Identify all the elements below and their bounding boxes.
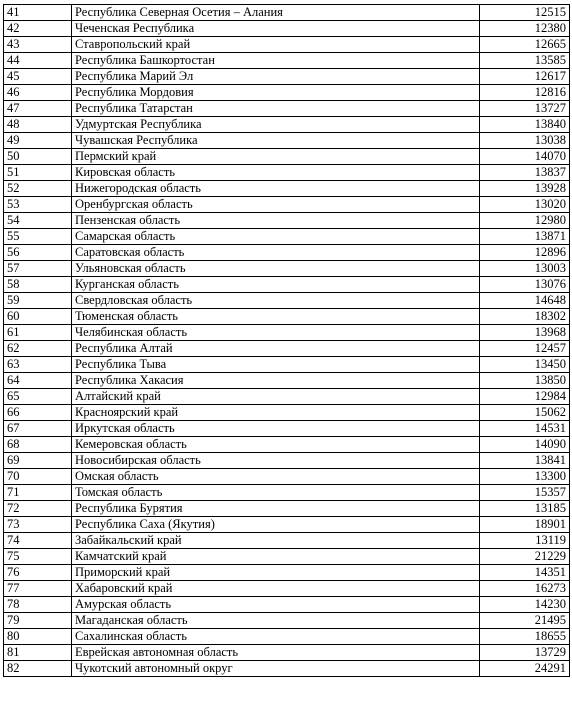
table-row — [4, 69, 570, 85]
row-number-cell: 57 — [4, 261, 72, 277]
table-row — [4, 229, 570, 245]
table-row — [4, 149, 570, 165]
value-cell: 12980 — [480, 213, 570, 229]
value-cell: 24291 — [480, 661, 570, 677]
table-row — [4, 645, 570, 661]
table-row — [4, 565, 570, 581]
row-number-cell: 54 — [4, 213, 72, 229]
region-name-cell: Республика Саха (Якутия) — [72, 517, 480, 533]
table-row — [4, 5, 570, 21]
row-number-cell: 56 — [4, 245, 72, 261]
region-name-cell: Омская область — [72, 469, 480, 485]
value-cell: 13837 — [480, 165, 570, 181]
row-number-cell: 78 — [4, 597, 72, 613]
row-number-cell: 60 — [4, 309, 72, 325]
row-number-cell: 75 — [4, 549, 72, 565]
value-cell: 13871 — [480, 229, 570, 245]
value-cell: 13185 — [480, 501, 570, 517]
region-name-cell: Оренбургская область — [72, 197, 480, 213]
row-number-cell: 69 — [4, 453, 72, 469]
table-row — [4, 197, 570, 213]
row-number-cell: 79 — [4, 613, 72, 629]
region-name-cell: Кемеровская область — [72, 437, 480, 453]
row-number-cell: 51 — [4, 165, 72, 181]
row-number-cell: 41 — [4, 5, 72, 21]
regions-table-body — [4, 5, 570, 677]
row-number-cell: 44 — [4, 53, 72, 69]
table-row — [4, 309, 570, 325]
row-number-cell: 48 — [4, 117, 72, 133]
table-row — [4, 373, 570, 389]
region-name-cell: Курганская область — [72, 277, 480, 293]
value-cell: 13038 — [480, 133, 570, 149]
value-cell: 13076 — [480, 277, 570, 293]
table-row — [4, 581, 570, 597]
value-cell: 14648 — [480, 293, 570, 309]
region-name-cell: Республика Татарстан — [72, 101, 480, 117]
region-name-cell: Республика Мордовия — [72, 85, 480, 101]
region-name-cell: Новосибирская область — [72, 453, 480, 469]
value-cell: 18302 — [480, 309, 570, 325]
region-name-cell: Самарская область — [72, 229, 480, 245]
row-number-cell: 71 — [4, 485, 72, 501]
value-cell: 13585 — [480, 53, 570, 69]
value-cell: 18655 — [480, 629, 570, 645]
table-row — [4, 501, 570, 517]
row-number-cell: 67 — [4, 421, 72, 437]
table-row — [4, 357, 570, 373]
region-name-cell: Республика Алтай — [72, 341, 480, 357]
table-row — [4, 325, 570, 341]
row-number-cell: 66 — [4, 405, 72, 421]
region-name-cell: Тюменская область — [72, 309, 480, 325]
value-cell: 13729 — [480, 645, 570, 661]
table-row — [4, 597, 570, 613]
value-cell: 13968 — [480, 325, 570, 341]
region-name-cell: Кировская область — [72, 165, 480, 181]
region-name-cell: Сахалинская область — [72, 629, 480, 645]
row-number-cell: 64 — [4, 373, 72, 389]
table-row — [4, 261, 570, 277]
table-row — [4, 485, 570, 501]
row-number-cell: 42 — [4, 21, 72, 37]
region-name-cell: Свердловская область — [72, 293, 480, 309]
regions-table — [3, 4, 570, 677]
region-name-cell: Чувашская Республика — [72, 133, 480, 149]
table-row — [4, 421, 570, 437]
table-row — [4, 533, 570, 549]
value-cell: 21495 — [480, 613, 570, 629]
value-cell: 14351 — [480, 565, 570, 581]
row-number-cell: 47 — [4, 101, 72, 117]
value-cell: 12984 — [480, 389, 570, 405]
region-name-cell: Удмуртская Республика — [72, 117, 480, 133]
table-row — [4, 453, 570, 469]
table-row — [4, 293, 570, 309]
row-number-cell: 82 — [4, 661, 72, 677]
table-row — [4, 629, 570, 645]
row-number-cell: 80 — [4, 629, 72, 645]
value-cell: 16273 — [480, 581, 570, 597]
table-row — [4, 405, 570, 421]
value-cell: 13727 — [480, 101, 570, 117]
region-name-cell: Алтайский край — [72, 389, 480, 405]
table-row — [4, 245, 570, 261]
table-row — [4, 21, 570, 37]
region-name-cell: Красноярский край — [72, 405, 480, 421]
value-cell: 12457 — [480, 341, 570, 357]
region-name-cell: Республика Тыва — [72, 357, 480, 373]
region-name-cell: Чеченская Республика — [72, 21, 480, 37]
table-row — [4, 469, 570, 485]
value-cell: 15357 — [480, 485, 570, 501]
region-name-cell: Республика Бурятия — [72, 501, 480, 517]
row-number-cell: 76 — [4, 565, 72, 581]
region-name-cell: Еврейская автономная область — [72, 645, 480, 661]
region-name-cell: Иркутская область — [72, 421, 480, 437]
value-cell: 13119 — [480, 533, 570, 549]
table-row — [4, 517, 570, 533]
region-name-cell: Ульяновская область — [72, 261, 480, 277]
region-name-cell: Республика Северная Осетия – Алания — [72, 5, 480, 21]
row-number-cell: 52 — [4, 181, 72, 197]
region-name-cell: Республика Башкортостан — [72, 53, 480, 69]
region-name-cell: Нижегородская область — [72, 181, 480, 197]
value-cell: 15062 — [480, 405, 570, 421]
table-row — [4, 101, 570, 117]
row-number-cell: 53 — [4, 197, 72, 213]
row-number-cell: 61 — [4, 325, 72, 341]
row-number-cell: 49 — [4, 133, 72, 149]
region-name-cell: Магаданская область — [72, 613, 480, 629]
row-number-cell: 73 — [4, 517, 72, 533]
region-name-cell: Чукотский автономный округ — [72, 661, 480, 677]
value-cell: 14090 — [480, 437, 570, 453]
table-row — [4, 277, 570, 293]
table-row — [4, 37, 570, 53]
table-row — [4, 53, 570, 69]
value-cell: 18901 — [480, 517, 570, 533]
value-cell: 14070 — [480, 149, 570, 165]
row-number-cell: 50 — [4, 149, 72, 165]
value-cell: 13840 — [480, 117, 570, 133]
region-name-cell: Амурская область — [72, 597, 480, 613]
row-number-cell: 59 — [4, 293, 72, 309]
region-name-cell: Забайкальский край — [72, 533, 480, 549]
row-number-cell: 77 — [4, 581, 72, 597]
row-number-cell: 68 — [4, 437, 72, 453]
row-number-cell: 62 — [4, 341, 72, 357]
row-number-cell: 81 — [4, 645, 72, 661]
table-row — [4, 661, 570, 677]
value-cell: 13850 — [480, 373, 570, 389]
table-row — [4, 117, 570, 133]
region-name-cell: Хабаровский край — [72, 581, 480, 597]
row-number-cell: 63 — [4, 357, 72, 373]
value-cell: 14230 — [480, 597, 570, 613]
table-row — [4, 213, 570, 229]
table-row — [4, 165, 570, 181]
region-name-cell: Камчатский край — [72, 549, 480, 565]
row-number-cell: 65 — [4, 389, 72, 405]
row-number-cell: 74 — [4, 533, 72, 549]
row-number-cell: 70 — [4, 469, 72, 485]
region-name-cell: Томская область — [72, 485, 480, 501]
table-row — [4, 389, 570, 405]
value-cell: 13020 — [480, 197, 570, 213]
region-name-cell: Республика Хакасия — [72, 373, 480, 389]
value-cell: 14531 — [480, 421, 570, 437]
value-cell: 12816 — [480, 85, 570, 101]
table-row — [4, 437, 570, 453]
region-name-cell: Пермский край — [72, 149, 480, 165]
table-row — [4, 549, 570, 565]
row-number-cell: 58 — [4, 277, 72, 293]
table-row — [4, 341, 570, 357]
value-cell: 12617 — [480, 69, 570, 85]
region-name-cell: Челябинская область — [72, 325, 480, 341]
table-row — [4, 613, 570, 629]
region-name-cell: Пензенская область — [72, 213, 480, 229]
value-cell: 13450 — [480, 357, 570, 373]
region-name-cell: Ставропольский край — [72, 37, 480, 53]
row-number-cell: 55 — [4, 229, 72, 245]
table-row — [4, 85, 570, 101]
value-cell: 13841 — [480, 453, 570, 469]
value-cell: 12896 — [480, 245, 570, 261]
value-cell: 12515 — [480, 5, 570, 21]
value-cell: 13300 — [480, 469, 570, 485]
value-cell: 21229 — [480, 549, 570, 565]
value-cell: 12380 — [480, 21, 570, 37]
region-name-cell: Саратовская область — [72, 245, 480, 261]
row-number-cell: 72 — [4, 501, 72, 517]
table-row — [4, 133, 570, 149]
row-number-cell: 46 — [4, 85, 72, 101]
value-cell: 13003 — [480, 261, 570, 277]
value-cell: 13928 — [480, 181, 570, 197]
region-name-cell: Республика Марий Эл — [72, 69, 480, 85]
region-name-cell: Приморский край — [72, 565, 480, 581]
value-cell: 12665 — [480, 37, 570, 53]
row-number-cell: 43 — [4, 37, 72, 53]
row-number-cell: 45 — [4, 69, 72, 85]
table-row — [4, 181, 570, 197]
